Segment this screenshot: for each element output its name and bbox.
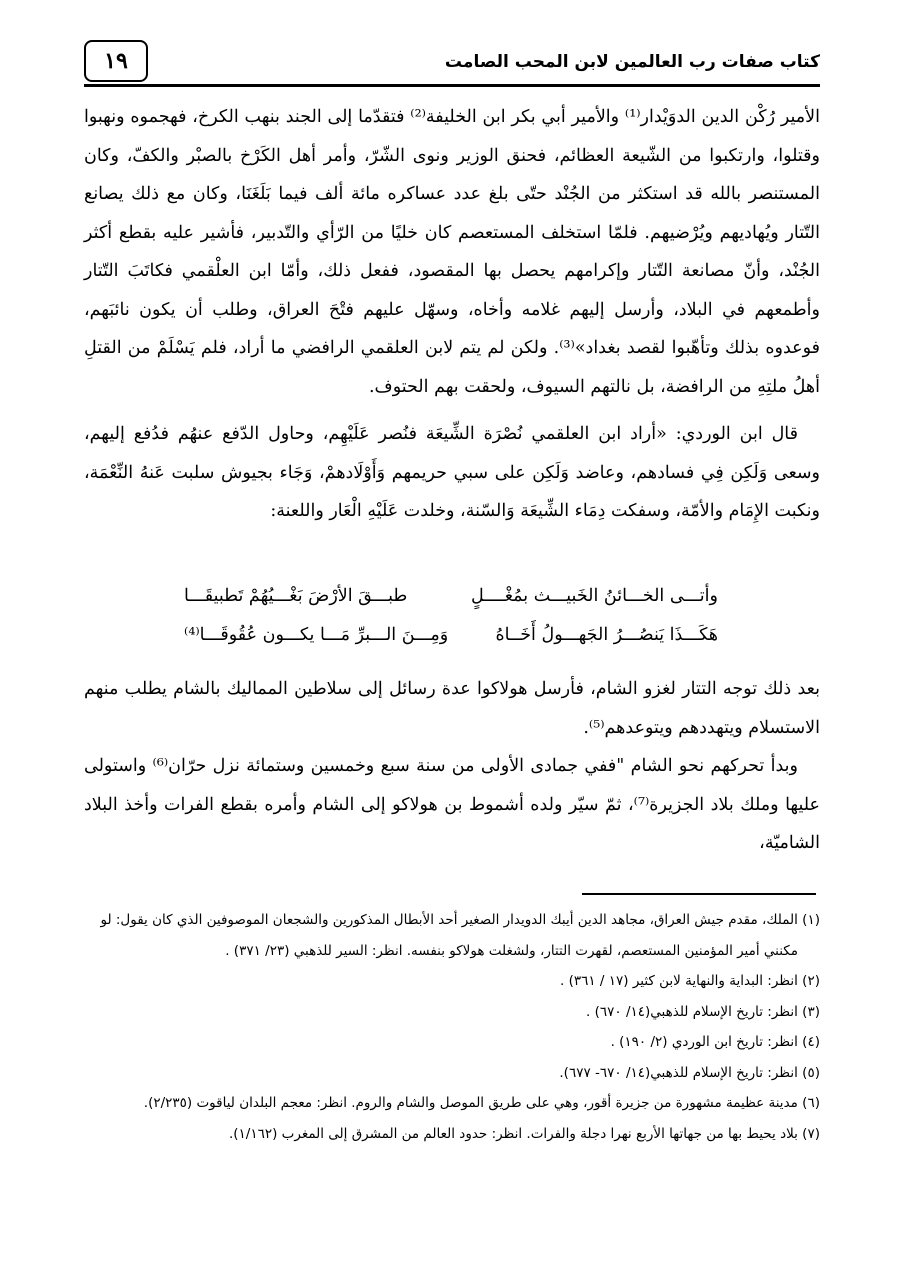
footnote-5: (٥) انظر: تاريخ الإسلام للذهبي(١٤/ ٦٧٠- ٦٧٧). xyxy=(559,1064,820,1081)
footnote-6: (٦) مدينة عظيمة مشهورة من جزيرة أقور، وهي على طريق الموصل والشام والروم. انظر: معجم البلدان لياقوت (٢/٢٣٥). xyxy=(143,1095,820,1111)
footnote-3: (٣) انظر: تاريخ الإسلام للذهبي(١٤/ ٦٧٠) . xyxy=(586,1003,820,1020)
verse-line-1 xyxy=(84,577,820,615)
verse-line-2 xyxy=(84,616,820,654)
page-number-box: ١٩ xyxy=(84,40,148,82)
footnote-1: (١) الملك، مقدم جيش العراق، مجاهد الدين أيبك الدويدار الصغير أحد الأبطال المذكورين والشجعان الموصوفين الذي كان يقول: لو xyxy=(100,912,820,928)
footnote-7: (٧) بلاد يحيط بها من جهاتها الأربع نهرا دجلة والفرات. انظر: حدود العالم من المشرق إلى المغرب (١/١٦٢). xyxy=(228,1125,820,1142)
book-title: كتاب صفات رب العالمين لابن المحب الصامت xyxy=(444,52,820,72)
paragraph-4: وبدأ تحركهم نحو الشام "ففي جمادى الأولى من سنة سبع وخمسين وستمائة نزل حرّان⁽⁶⁾ واستولى عليها وملك بلاد الجزيرة⁽⁷⁾، ثمّ سيّر ولده أشموط بن هولاكو إلى الشام وأمره بقطع الفرات وأخذ البلاد الشاميّة، xyxy=(84,756,820,853)
footnote-1-continued: مكنني أمير المؤمنين المستعصم، لقهرت التتار، ولشغلت هولاكو بنفسه. انظر: السير للذهبي (٢٣/ ٣٧١) . xyxy=(225,942,798,959)
verse-2-first-hemistich: هَكَـــذَا يَنصُـــرُ الجَهـــولُ أَخَــاهُ xyxy=(495,625,718,645)
main-text xyxy=(84,98,820,531)
footnote-separator xyxy=(582,893,816,895)
page-header xyxy=(84,44,820,87)
footnotes xyxy=(84,905,820,1149)
main-text-continued xyxy=(84,670,820,863)
footnote-4: (٤) انظر: تاريخ ابن الوردي (٢/ ١٩٠) . xyxy=(610,1034,820,1050)
paragraph-3: بعد ذلك توجه التتار لغزو الشام، فأرسل هولاكوا عدة رسائل إلى سلاطين المماليك بالشام يطلب منهم الاستسلام ويتهددهم ويتوعدهم⁽⁵⁾. xyxy=(84,679,820,738)
verse-1-first-hemistich: وأتـــى الخـــائنُ الخَبيـــث بمُغْــــلٍ xyxy=(470,586,718,606)
footnote-2: (٢) انظر: البداية والنهاية لابن كثير (١٧ / ٣٦١) . xyxy=(559,973,820,989)
paragraph-2: قال ابن الوردي: «أراد ابن العلقمي نُصْرَة الشِّيعَة فنُصر عَلَيْهِم، وحاول الدّفع عنهُم فدُفع إليهم، وسعى وَلَكِن فِي فسادهم، وعاضد وَلَكِن على سبي حريمهم وَأَوْلَادهمْ، وَجَاء بجيوش سلبت عَنهُ النِّعْمَة، ونكبت الإِمَام والأمّة، وسفكت دِمَاء الشِّيعَة وَالسّنة، وخلدت عَلَيْهِ الْعَار واللعنة: xyxy=(84,424,820,521)
verse-2-second-hemistich: وَمِـــنَ الـــبرِّ مَـــا يكـــون عُقُوقَـــا⁽⁴⁾ xyxy=(184,625,449,645)
verse-1-second-hemistich: طبـــقَ الأرْضَ بَغْـــيُهُمْ تَطبيقَـــا xyxy=(184,586,408,606)
paragraph-1: الأمير رُكْن الدين الدوَيْدار⁽¹⁾ والأمير أبي بكر ابن الخليفة⁽²⁾ فتقدّما إلى الجند بنهب الكرخ، فهجموه ونهبوا وقتلوا، وارتكبوا من الشّيعة العظائم، فحنق الوزير ونوى الشّرّ، وأمر أهل الكَرْخ بالصبْر والكفّ، وكان المستنصر بالله قد استكثر من الجُنْد حتّى بلغ عدد عساكره مائة ألف فيما بَلَغَنَا، وكان مع ذلك يصانع التّتار ويُهاديهم ويُرْضيهم. فلمّا استخلف المستعصم كان خليًا من الرّأي والتّدبير، فأشير عليه بقطع أكثر الجُنْد، وأنّ مصانعة التّتار وإكرامهم يحصل بها المقصود، ففعل ذلك، وأمّا ابن العلْقمي فكاتَبَ التّتار وأطمعهم في البلاد، وأرسل إليهم غلامه وأخاه، وسهّل عليهم فتْحَ العراق، وطلب أن يكون نائبَهم، فوعدوه بذلك وتأهّبوا لقصد بغداد»⁽³⁾. ولكن لم يتم لابن العلقمي الرافضي ما أراد، فلم يَسْلَمْ من القتلِ أهلُ ملتِهِ من الرافضة، بل نالتهم السيوف، ولحقت بهم الحتوف. xyxy=(84,107,821,397)
